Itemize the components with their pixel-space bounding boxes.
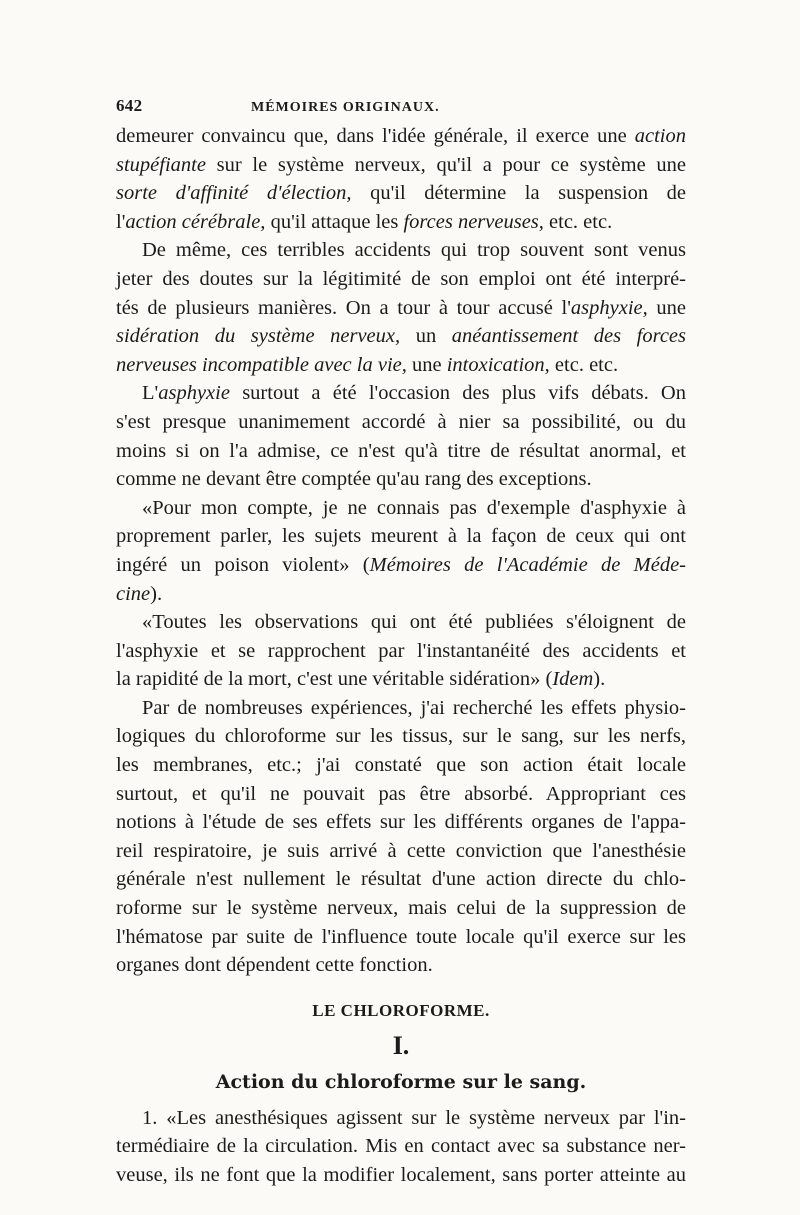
italic-run: Mémoires de l'Académie de Méde- bbox=[369, 553, 687, 576]
text-line bbox=[116, 294, 686, 323]
text-run: veuse, ils ne font que la modifier localement, sans porter atteinte au bbox=[116, 1164, 686, 1186]
text-run: une bbox=[647, 296, 686, 319]
book-page bbox=[116, 96, 686, 1190]
text-run: l'asphyxie et se rapprochent par l'instantanéité des accidents et bbox=[116, 639, 686, 662]
text-run: organes dont dépendent cette fonction. bbox=[116, 954, 433, 977]
text-line bbox=[116, 951, 686, 980]
italic-run: asphyxie bbox=[158, 382, 230, 405]
text-run: ). bbox=[593, 668, 606, 691]
italic-run: sidération du système nerveux, bbox=[116, 325, 401, 348]
text-line bbox=[116, 694, 686, 723]
text-run: notions à l'étude de ses effets sur les différents organes de l'appa- bbox=[116, 811, 686, 834]
section-title: LE CHLOROFORME. bbox=[312, 1000, 490, 1020]
text-line bbox=[116, 408, 686, 437]
text-line bbox=[116, 465, 686, 494]
text-line bbox=[116, 808, 686, 837]
text-line bbox=[116, 551, 686, 580]
italic-run: stupéfiante bbox=[116, 153, 206, 176]
text-line bbox=[116, 179, 686, 208]
text-run: qu'il attaque les bbox=[265, 210, 404, 233]
italic-run: Idem bbox=[552, 668, 594, 691]
text-run: reil respiratoire, je suis arrivé à cette conviction que l'anesthésie bbox=[116, 839, 686, 862]
text-line bbox=[116, 608, 686, 637]
text-run: termédiaire de la circulation. Mis en contact avec sa substance ner- bbox=[116, 1135, 686, 1158]
text-run: un bbox=[400, 325, 452, 348]
paragraph-7 bbox=[116, 1104, 686, 1190]
text-run: s'est presque unanimement accordé à nier sa possibilité, ou du bbox=[116, 410, 686, 433]
text-line bbox=[116, 151, 686, 180]
text-run: qu'il détermine la suspension de bbox=[351, 182, 687, 205]
text-line bbox=[116, 751, 686, 780]
text-run: l' bbox=[116, 210, 126, 233]
text-run: De même, ces terribles accidents qui trop souvent sont venus bbox=[142, 239, 686, 262]
italic-run: forces nerveuses, bbox=[403, 210, 544, 233]
text-line bbox=[116, 1161, 686, 1190]
text-run: «Pour mon compte, je ne connais pas d'exemple d'asphyxie à bbox=[142, 496, 686, 519]
text-run: ingéré un poison violent» ( bbox=[116, 553, 370, 576]
text-line bbox=[116, 351, 686, 380]
italic-run: intoxication bbox=[446, 353, 545, 376]
text-run: tés de plusieurs manières. On a tour à tour accusé l' bbox=[116, 296, 571, 319]
text-run: surtout, et qu'il ne pouvait pas être absorbé. Appropriant ces bbox=[116, 782, 686, 805]
page-header bbox=[116, 96, 686, 122]
italic-run: anéantissement des forces bbox=[451, 325, 686, 348]
text-run: générale n'est nullement le résultat d'une action directe du chlo- bbox=[116, 868, 686, 891]
italic-run: action cérébrale, bbox=[125, 210, 266, 233]
text-run: la rapidité de la mort, c'est une véritable sidération» ( bbox=[116, 668, 553, 691]
paragraph-3 bbox=[116, 379, 686, 493]
text-run: demeurer convaincu que, dans l'idée générale, il exerce une bbox=[116, 125, 635, 147]
text-run: 1. «Les anesthésiques agissent sur le système nerveux par l'in- bbox=[142, 1106, 686, 1129]
paragraph-1 bbox=[116, 122, 686, 236]
text-run: surtout a été l'occasion des plus vifs débats. On bbox=[229, 382, 686, 405]
text-line bbox=[116, 780, 686, 809]
paragraph-2 bbox=[116, 236, 686, 379]
text-line bbox=[116, 1132, 686, 1161]
text-line bbox=[116, 494, 686, 523]
text-run: roforme sur le système nerveux, mais celui de la suppression de bbox=[116, 897, 686, 920]
text-run: ). bbox=[150, 582, 163, 605]
text-line bbox=[116, 437, 686, 466]
text-line bbox=[116, 236, 686, 265]
text-run: proprement parler, les sujets meurent à la façon de ceux qui ont bbox=[116, 525, 686, 548]
text-line bbox=[116, 637, 686, 666]
italic-run: asphyxie, bbox=[570, 296, 648, 319]
paragraph-4 bbox=[116, 494, 686, 608]
text-run: etc. etc. bbox=[543, 210, 613, 233]
section-subtitle: Action du chloroforme sur le sang. bbox=[215, 1070, 587, 1093]
text-run: les membranes, etc.; j'ai constaté que son action était locale bbox=[116, 754, 686, 777]
text-line bbox=[116, 522, 686, 551]
text-line bbox=[116, 1104, 686, 1133]
text-line bbox=[116, 322, 686, 351]
text-line bbox=[116, 722, 686, 751]
text-line bbox=[116, 837, 686, 866]
italic-run: cine bbox=[116, 582, 151, 605]
text-run: sur le système nerveux, qu'il a pour ce système une bbox=[205, 153, 686, 176]
section-number: I. bbox=[392, 1030, 410, 1060]
text-run: «Toutes les observations qui ont été publiées s'éloignent de bbox=[142, 611, 686, 634]
text-run: une bbox=[406, 353, 447, 376]
text-line bbox=[116, 379, 686, 408]
italic-run: nerveuses incompatible avec la vie, bbox=[116, 353, 407, 376]
text-run: jeter des doutes sur la légitimité de son emploi ont été interpré- bbox=[116, 267, 686, 290]
text-line bbox=[116, 265, 686, 294]
text-run: , etc. etc. bbox=[544, 353, 619, 376]
text-run: l'hématose par suite de l'influence toute locale qu'il exerce sur les bbox=[116, 925, 686, 948]
section-spacer bbox=[116, 980, 686, 994]
paragraph-6 bbox=[116, 694, 686, 980]
text-line bbox=[116, 122, 686, 151]
text-line bbox=[116, 665, 686, 694]
text-line bbox=[116, 580, 686, 609]
text-run: moins si on l'a admise, ce n'est qu'à titre de résultat anormal, et bbox=[116, 439, 686, 462]
text-line bbox=[116, 208, 686, 237]
running-title: MÉMOIRES ORIGINAUX. bbox=[251, 100, 440, 115]
page-number: 642 bbox=[116, 96, 143, 115]
text-run: logiques du chloroforme sur les tissus, sur le sang, sur les nerfs, bbox=[116, 725, 686, 748]
text-line bbox=[116, 865, 686, 894]
italic-run: sorte d'affinité d'élection, bbox=[116, 182, 352, 205]
text-line bbox=[116, 894, 686, 923]
text-run: Par de nombreuses expériences, j'ai recherché les effets physio- bbox=[142, 696, 686, 719]
text-line bbox=[116, 923, 686, 952]
italic-run: action bbox=[634, 125, 686, 147]
paragraph-5 bbox=[116, 608, 686, 694]
text-run: comme ne devant être comptée qu'au rang des exceptions. bbox=[116, 468, 592, 491]
text-run: L' bbox=[142, 382, 159, 405]
